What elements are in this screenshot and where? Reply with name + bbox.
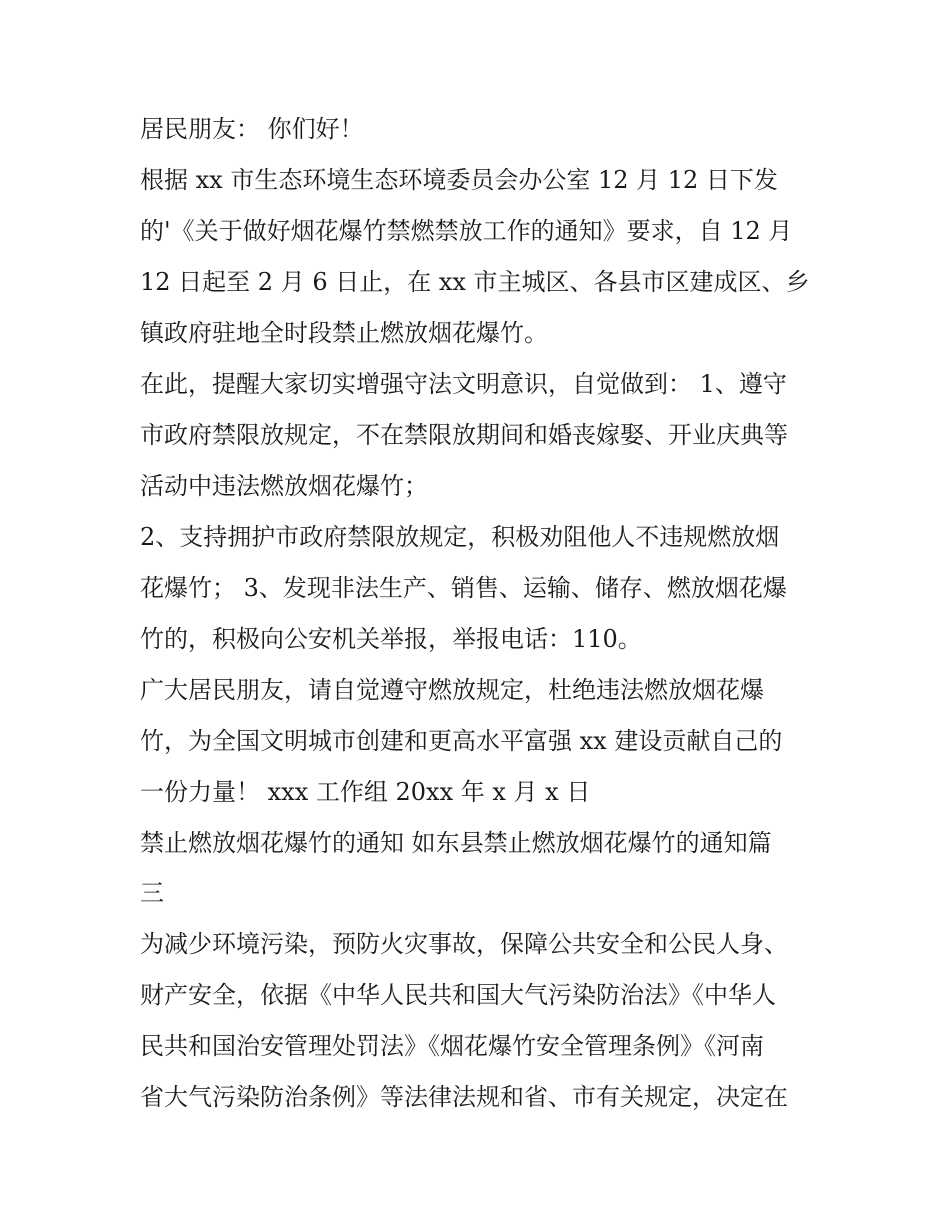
text-line: 竹，为全国文明城市创建和更高水平富强 xx 建设贡献自己的 xyxy=(140,727,783,755)
text-line: 三 xyxy=(140,879,164,907)
text-line: 镇政府驻地全时段禁止燃放烟花爆竹。 xyxy=(140,319,548,347)
text-line: 财产安全，依据《中华人民共和国大气污染防治法》《中华人 xyxy=(140,981,776,1009)
text-line: 民共和国治安管理处罚法》《烟花爆竹安全管理条例》《河南 xyxy=(140,1032,764,1060)
text-line: 在此，提醒大家切实增强守法文明意识，自觉做到： 1、遵守 xyxy=(140,370,787,398)
text-line: 市政府禁限放规定，不在禁限放期间和婚丧嫁娶、开业庆典等 xyxy=(140,421,788,449)
text-line: 一份力量！ xxx 工作组 20xx 年 x 月 x 日 xyxy=(140,778,591,806)
text-line: 为减少环境污染，预防火灾事故，保障公共安全和公民人身、 xyxy=(140,930,788,958)
text-line: 广大居民朋友，请自觉遵守燃放规定，杜绝违法燃放烟花爆 xyxy=(140,676,764,704)
text-line: 根据 xx 市生态环境生态环境委员会办公室 12 月 12 日下发 xyxy=(140,166,778,194)
text-line: 2、支持拥护市政府禁限放规定，积极劝阻他人不违规燃放烟 xyxy=(140,523,780,551)
text-line: 禁止燃放烟花爆竹的通知 如东县禁止燃放烟花爆竹的通知篇 xyxy=(140,829,772,857)
text-line: 的'《关于做好烟花爆竹禁燃禁放工作的通知》要求，自 12 月 xyxy=(140,217,793,245)
text-line: 省大气污染防治条例》等法律法规和省、市有关规定，决定在 xyxy=(140,1083,788,1111)
text-line: 居民朋友： 你们好！ xyxy=(140,115,364,143)
text-line: 活动中违法燃放烟花爆竹； xyxy=(140,472,428,500)
text-line: 花爆竹； 3、发现非法生产、销售、运输、储存、燃放烟花爆 xyxy=(140,574,787,602)
text-line: 12 日起至 2 月 6 日止，在 xx 市主城区、各县市区建成区、乡 xyxy=(140,268,810,296)
text-line: 竹的，积极向公安机关举报，举报电话：110。 xyxy=(140,625,642,653)
